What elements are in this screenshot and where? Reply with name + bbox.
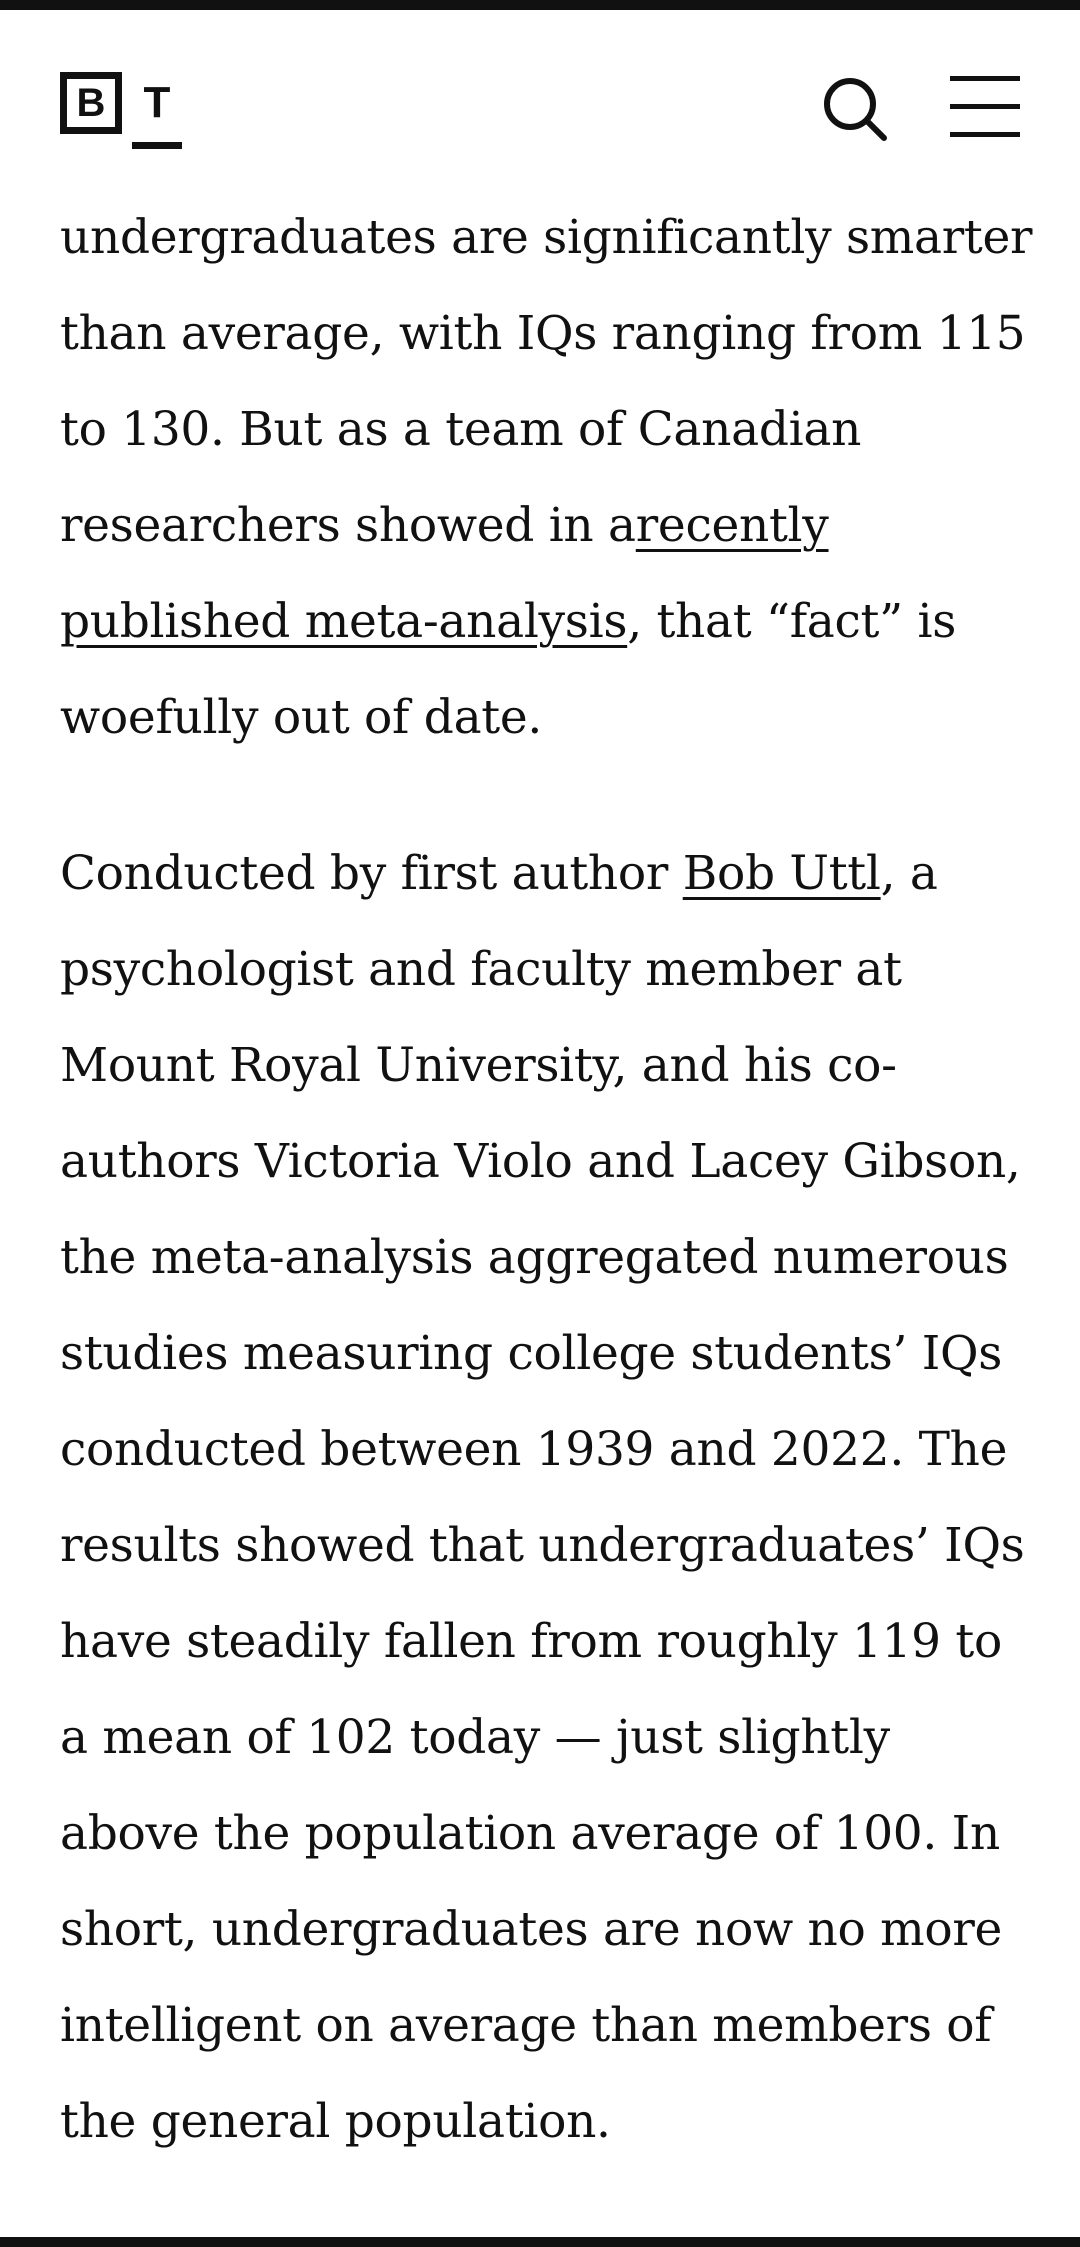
article-paragraph	[60, 190, 1040, 766]
logo-letter-t: T	[143, 78, 171, 127]
paragraph-text: , a psychologist and faculty member at Mount Royal University, and his co-authors Victoria Violo and Lacey Gibson, the meta-analysis aggregated numerous studies measuring college students’ IQs conducted between 1939 and 2022. The results showed that undergraduates’ IQs have steadily fallen from roughly 119 to a mean of 102 today — just slightly above the population average of 100. In short, undergraduates are now no more intelligent on average than members of the general population.	[60, 846, 1025, 2149]
article-body	[60, 190, 1040, 2230]
site-header	[0, 10, 1080, 200]
logo-underline	[132, 142, 182, 149]
paragraph-text: , that “fact” is woefully out of date.	[60, 594, 957, 745]
meta-analysis-link[interactable]: recently published meta-analysis	[60, 498, 829, 649]
search-icon	[820, 74, 888, 142]
top-edge-bar	[0, 0, 1080, 10]
paragraph-text: undergraduates are significantly smarter than average, with IQs ranging from 115 to 130. But as a team of Canadian researchers showed in a	[60, 210, 1033, 553]
bottom-edge-bar	[0, 2237, 1080, 2247]
logo-letter-b: B	[60, 72, 122, 134]
menu-button[interactable]	[950, 74, 1020, 140]
hamburger-menu-icon	[950, 74, 1020, 140]
paragraph-text: Conducted by first author	[60, 846, 683, 901]
site-logo[interactable]	[60, 72, 182, 150]
search-button[interactable]	[820, 74, 888, 142]
author-link[interactable]: Bob Uttl	[682, 846, 881, 901]
article-paragraph	[60, 826, 1040, 2170]
